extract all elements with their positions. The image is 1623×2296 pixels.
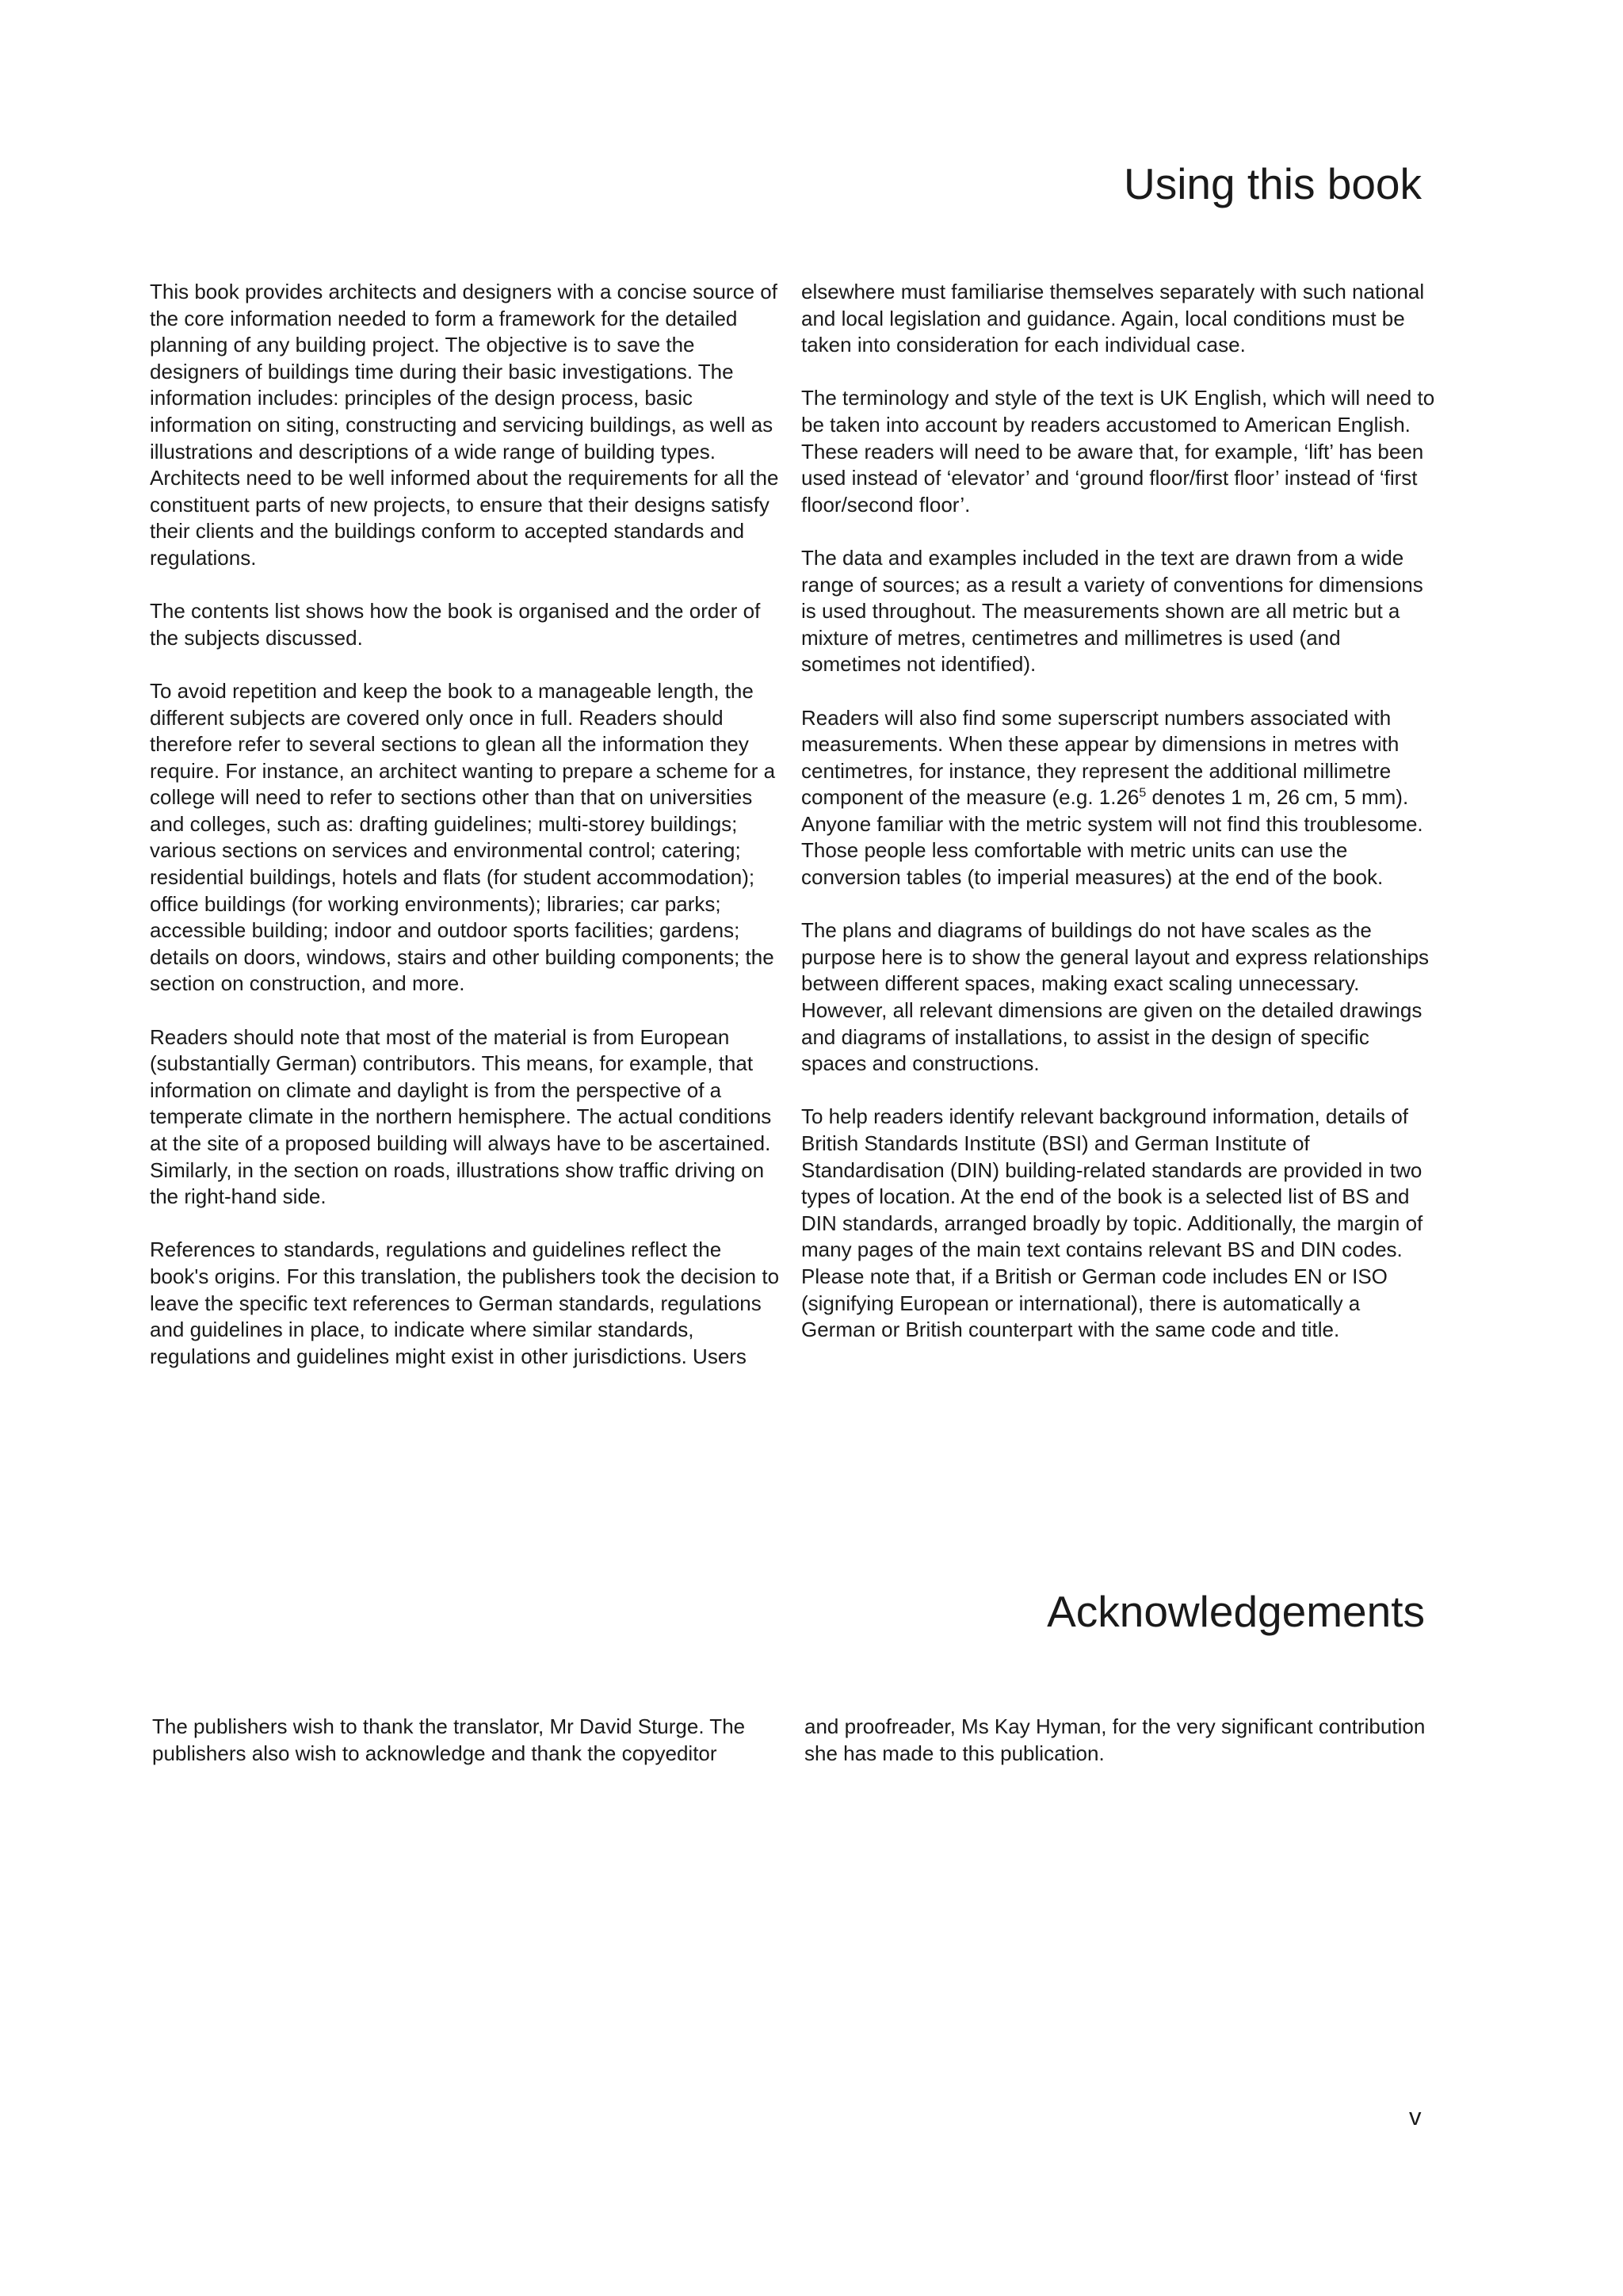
using-this-book-right-column bbox=[801, 279, 1435, 1344]
acknowledgements-left-column bbox=[152, 1714, 778, 1767]
section-title-acknowledgements: Acknowledgements bbox=[1047, 1587, 1425, 1636]
section-title-using-this-book: Using this book bbox=[1123, 159, 1422, 208]
paragraph: This book provides architects and designers with a concise source of the core information needed to form a framework for the detailed planning of any building project. The objective is to save the designers of buildings time during their basic investigations. The information includes: principles of the design process, basic information on siting, constructing and servicing buildings, as well as illustrations and descriptions of a wide range of building types. Architects need to be well informed about the requirements for all the constituent parts of new projects, to ensure that their designs satisfy their clients and the buildings conform to accepted standards and regulations. bbox=[150, 280, 779, 570]
page-number: v bbox=[1409, 2103, 1422, 2130]
superscript-number: 5 bbox=[1139, 786, 1147, 800]
paragraph-text: Readers will also find some superscript numbers associated with measurements. When these appear by dimensions in metres with centimetres, for instance, they represent the additional millimetre component of the measure (e.g. 1.26 bbox=[801, 705, 1400, 810]
using-this-book-left-column bbox=[150, 279, 780, 1370]
acknowledgements-right-column bbox=[804, 1714, 1430, 1767]
paragraph: The contents list shows how the book is organised and the order of the subjects discussed. bbox=[150, 599, 761, 650]
paragraph: The publishers wish to thank the translator, Mr David Sturge. The publishers also wish to acknowledge and thank the copyeditor bbox=[152, 1714, 746, 1765]
paragraph: The plans and diagrams of buildings do not have scales as the purpose here is to show the general layout and express relationships between different spaces, making exact scaling unnecessary. However, all relevant dimensions are given on the detailed drawings and diagrams of installations, to assist in the design of specific spaces and constructions. bbox=[801, 918, 1430, 1076]
paragraph: To help readers identify relevant background information, details of British Standards Institute (BSI) and German Institute of Standardisation (DIN) building-related standards are provided in two types of location. At the end of the book is a selected list of BS and DIN standards, arranged broadly by topic. Additionally, the margin of many pages of the main text contains relevant BS and DIN codes. Please note that, if a British or German code includes EN or ISO (signifying European or international), there is automatically a German or British counterpart with the same code and title. bbox=[801, 1104, 1423, 1342]
paragraph: elsewhere must familiarise themselves separately with such national and local legislation and guidance. Again, local conditions must be taken into consideration for each individual case. bbox=[801, 280, 1425, 357]
paragraph: and proofreader, Ms Kay Hyman, for the very significant contribution she has made to this publication. bbox=[804, 1714, 1426, 1765]
paragraph: To avoid repetition and keep the book to a manageable length, the different subjects are covered only once in full. Readers should therefore refer to several sections to glean all the information they require. For instance, an architect wanting to prepare a scheme for a college will need to refer to sections other than that on universities and colleges, such as: drafting guidelines; multi-storey buildings; various sections on services and environmental control; catering; residential buildings, hotels and flats (for student accommodation); office buildings (for working environments); libraries; car parks; accessible building; indoor and outdoor sports facilities; gardens; details on doors, windows, stairs and other building components; the section on construction, and more. bbox=[150, 678, 776, 996]
paragraph: Readers should note that most of the material is from European (substantially German) contributors. This means, for example, that information on climate and daylight is from the perspective of a temperate climate in the northern hemisphere. The actual conditions at the site of a proposed building will always have to be ascertained. Similarly, in the section on roads, illustrations show traffic driving on the right-hand side. bbox=[150, 1024, 772, 1209]
paragraph: The data and examples included in the text are drawn from a wide range of sources; as a result a variety of conventions for dimensions is used throughout. The measurements shown are all metric but a mixture of metres, centimetres and millimetres is used (and sometimes not identified). bbox=[801, 545, 1423, 677]
paragraph: References to standards, regulations and guidelines reflect the book's origins. For this translation, the publishers took the decision to leave the specific text references to German standards, regulations and guidelines in place, to indicate where similar standards, regulations and guidelines might exist in other jurisdictions. Users bbox=[150, 1238, 780, 1368]
paragraph-text: denotes 1 m, 26 cm, 5 mm). Anyone familiar with the metric system will not find this troublesome. Those people less comfortable with metric units can use the conversion tables (to imperial measures) at the end of the book. bbox=[801, 785, 1423, 890]
paragraph: The terminology and style of the text is UK English, which will need to be taken into account by readers accustomed to American English. These readers will need to be aware that, for example, ‘lift’ has been used instead of ‘elevator’ and ‘ground floor/first floor’ instead of ‘first floor/second floor’. bbox=[801, 386, 1435, 517]
paragraph-superscript-numbers bbox=[801, 705, 1435, 891]
